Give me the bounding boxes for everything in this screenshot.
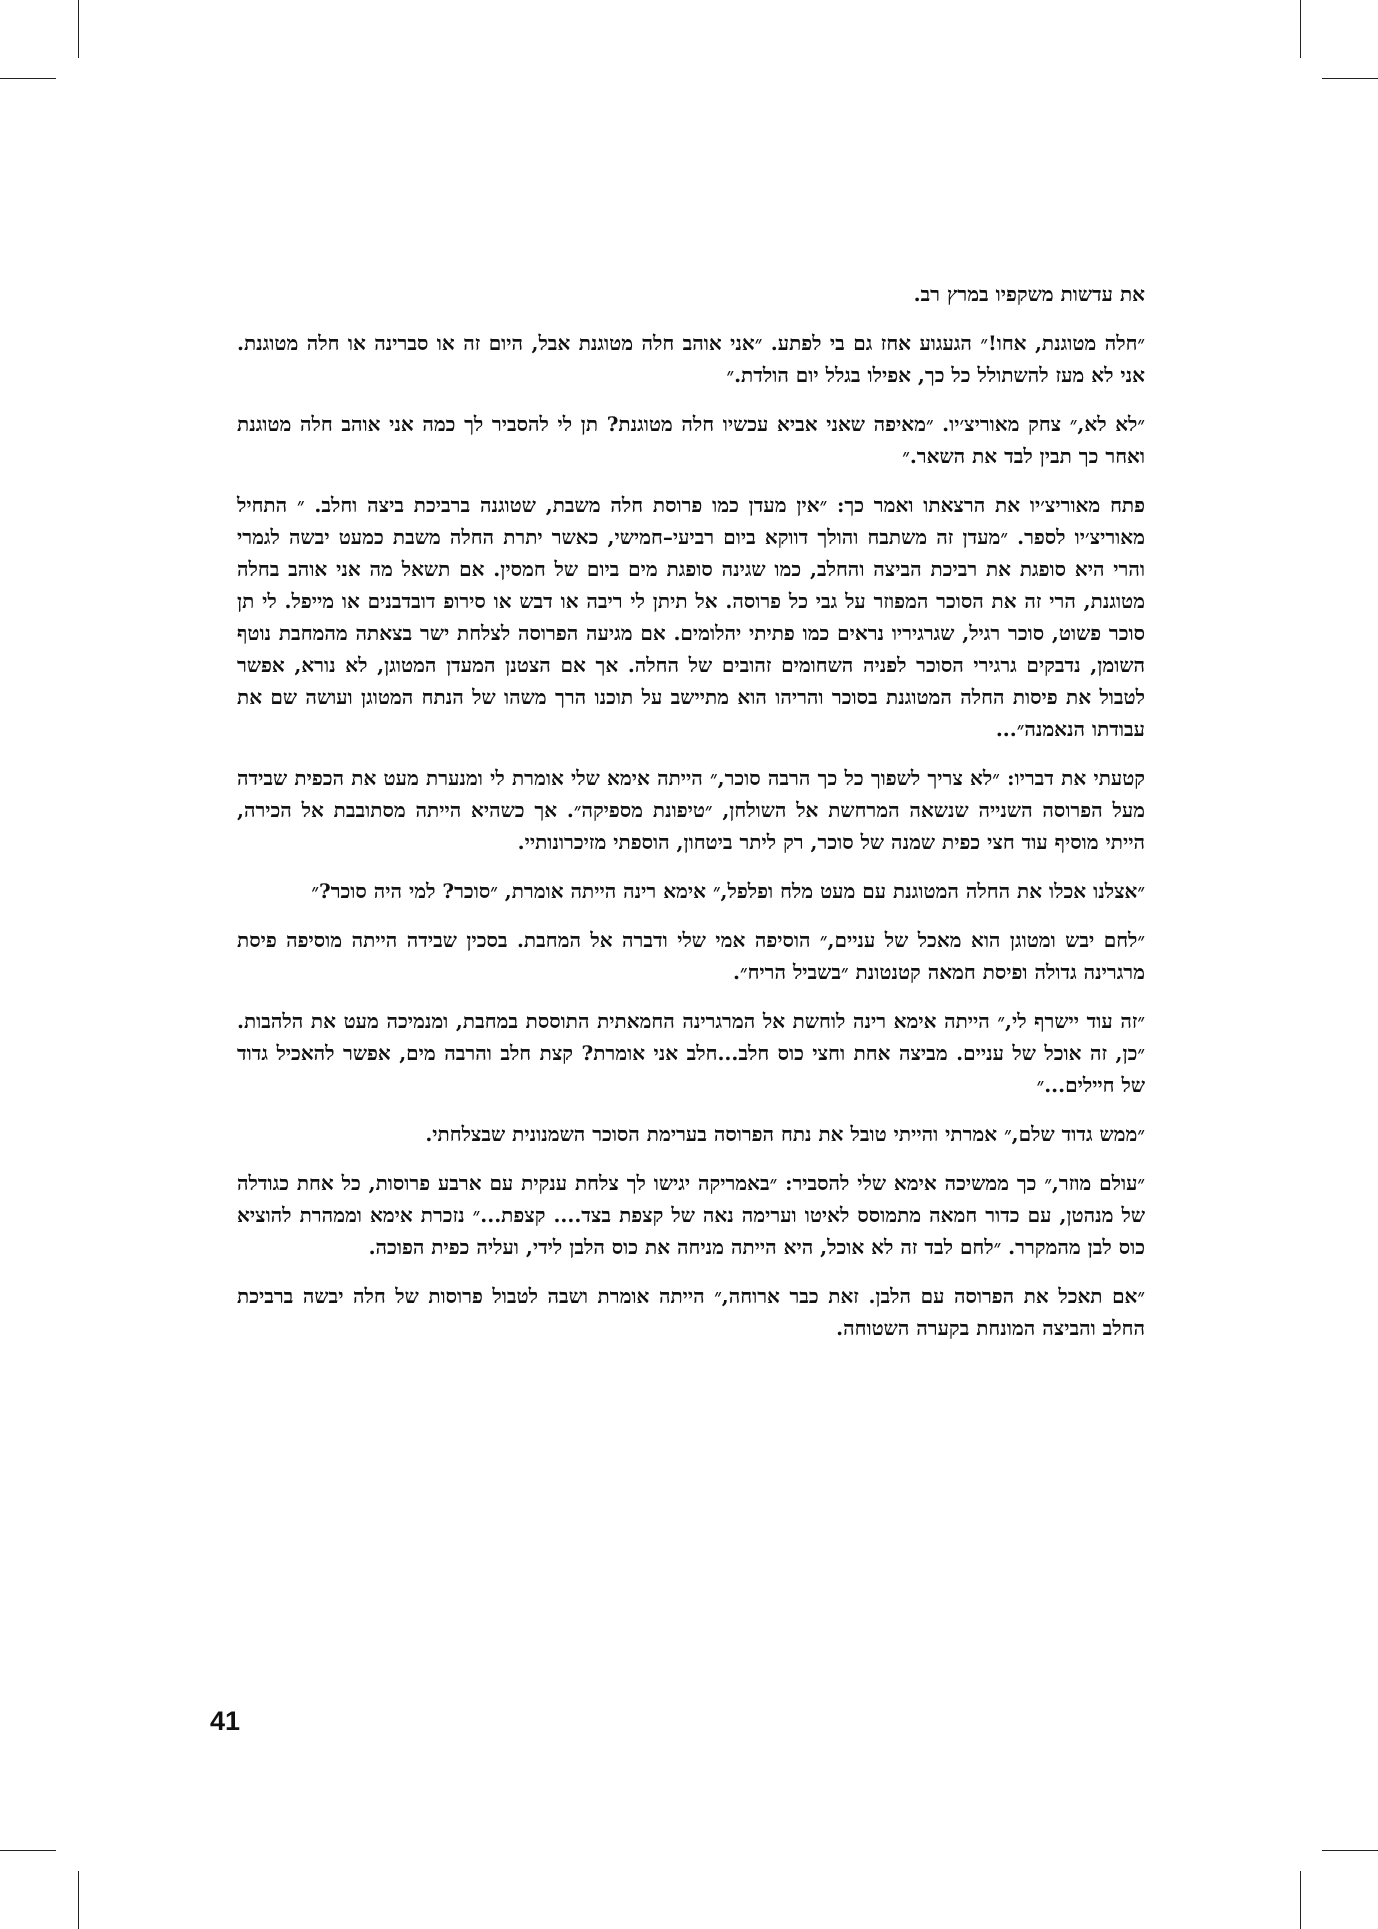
crop-mark-right-bottom bbox=[1322, 1850, 1378, 1851]
body-text bbox=[237, 278, 1145, 1361]
paragraph: ״זה עוד יישרף לי,״ הייתה אימא רינה לוחשת אל המרגרינה החמאתית התוססת במחבת, ומנמיכה מעט את הלהבות. ״כן, זה אוכל של עניים. מביצה אחת וחצי כוס חלב...חלב אני אומרת? קצת חלב והרבה מים, אפשר להאכיל גדוד של חיילים...״ bbox=[237, 1009, 1145, 1097]
paragraph: ״לא לא,״ צחק מאוריצ׳יו. ״מאיפה שאני אביא עכשיו חלה מטוגנת? תן לי להסביר לך כמה אני אוהב חלה מטוגנת ואחר כך תבין לבד את השאר.״ bbox=[237, 412, 1145, 468]
page-number: 41 bbox=[210, 1706, 241, 1736]
paragraph: קטעתי את דבריו: ״לא צריך לשפוך כל כך הרבה סוכר,״ הייתה אימא שלי אומרת לי ומנערת מעט את הכפית שבידה מעל הפרוסה השנייה שנשאה המרחשת אל השולחן, ״טיפונת מספיקה״. אך כשהיא הייתה מסתובבת אל הכירה, הייתי מוסיף עוד חצי כפית שמנה של סוכר, רק ליתר ביטחון, הוספתי מזיכרונותיי. bbox=[237, 766, 1146, 854]
paragraph: את עדשות משקפיו במרץ רב. bbox=[913, 282, 1145, 306]
paragraph: ״לחם יבש ומטוגן הוא מאכל של עניים,״ הוסיפה אמי שלי ודברה אל המחבת. בסכין שבידה הייתה מוסיפה פיסת מרגרינה גדולה ופיסת חמאה קטנטונת ״בשביל הריח״. bbox=[237, 928, 1145, 984]
crop-mark-top-left bbox=[78, 0, 79, 58]
paragraph: ״חלה מטוגנת, אחו!״ הגעגוע אחז גם בי לפתע. ״אני אוהב חלה מטוגנת אבל, היום זה או סברינה או חלה מטוגנת. אני לא מעז להשתולל כל כך, אפילו בגלל יום הולדת.״ bbox=[237, 331, 1145, 387]
paragraph: ״ממש גדוד שלם,״ אמרתי והייתי טובל את נתח הפרוסה בערימת הסוכר השמנונית שבצלחתי. bbox=[425, 1122, 1145, 1146]
crop-mark-bottom-right bbox=[1300, 1871, 1301, 1929]
paragraph: ״עולם מוזר,״ כך ממשיכה אימא שלי להסביר: ״באמריקה יגישו לך צלחת ענקית עם ארבע פרוסות, כל אחת כגודלה של מנהטן, עם כדור חמאה מתמוסס לאיטו וערימה נאה של קצפת בצד.... קצפת...״ נזכרת אימא וממהרת להוציא כוס לבן מהמקרר. ״לחם לבד זה לא אוכל, היא הייתה מניחה את כוס הלבן לידי, ועליה כפית הפוכה. bbox=[237, 1171, 1145, 1259]
paragraph: ״אצלנו אכלו את החלה המטוגנת עם מעט מלח ופלפל,״ אימא רינה הייתה אומרת, ״סוכר? למי היה סוכר?״ bbox=[311, 879, 1145, 903]
crop-mark-bottom-left bbox=[78, 1871, 79, 1929]
paragraph: ״אם תאכל את הפרוסה עם הלבן. זאת כבר ארוחה,״ הייתה אומרת ושבה לטבול פרוסות של חלה יבשה ברביכת החלב והביצה המונחת בקערה השטוחה. bbox=[237, 1284, 1145, 1340]
paragraph: פתח מאוריצ׳יו את הרצאתו ואמר כך: ״אין מעדן כמו פרוסת חלה משבת, שטוגנה ברביכת ביצה וחלב. ״ התחיל מאוריצ׳יו לספר. ״מעדן זה משתבח והולך דווקא ביום רביעי–חמישי, כאשר יתרת החלה משבת כמעט יבשה לגמרי והרי היא סופגת את רביכת הביצה והחלב, כמו שגינה סופגת מים ביום של חמסין. אם תשאל מה אני אוהב בחלה מטוגנת, הרי זה את הסוכר המפוזר על גבי כל פרוסה. אל תיתן לי ריבה או דבש או סירופ דובדבנים או מייפל. לי תן סוכר פשוט, סוכר רגיל, שגרגיריו נראים כמו פתיתי יהלומים. אם מגיעה הפרוסה לצלחת ישר בצאתה מהמחבת נוטף השומן, נדבקים גרגירי הסוכר לפניה השחומים זהובים של החלה. אך אם הצטנן המעדן המטוגן, לא נורא, אפשר לטבול את פיסות החלה המטוגנת בסוכר והריהו הוא מתיישב על תוכנו הרך משהו של הנתח המטוגן ועושה שם את עבודתו הנאמנה״... bbox=[237, 493, 1145, 741]
crop-mark-right-top bbox=[1322, 78, 1378, 79]
crop-mark-left-bottom bbox=[0, 1850, 56, 1851]
crop-mark-top-right bbox=[1300, 0, 1301, 58]
crop-mark-left-top bbox=[0, 78, 56, 79]
